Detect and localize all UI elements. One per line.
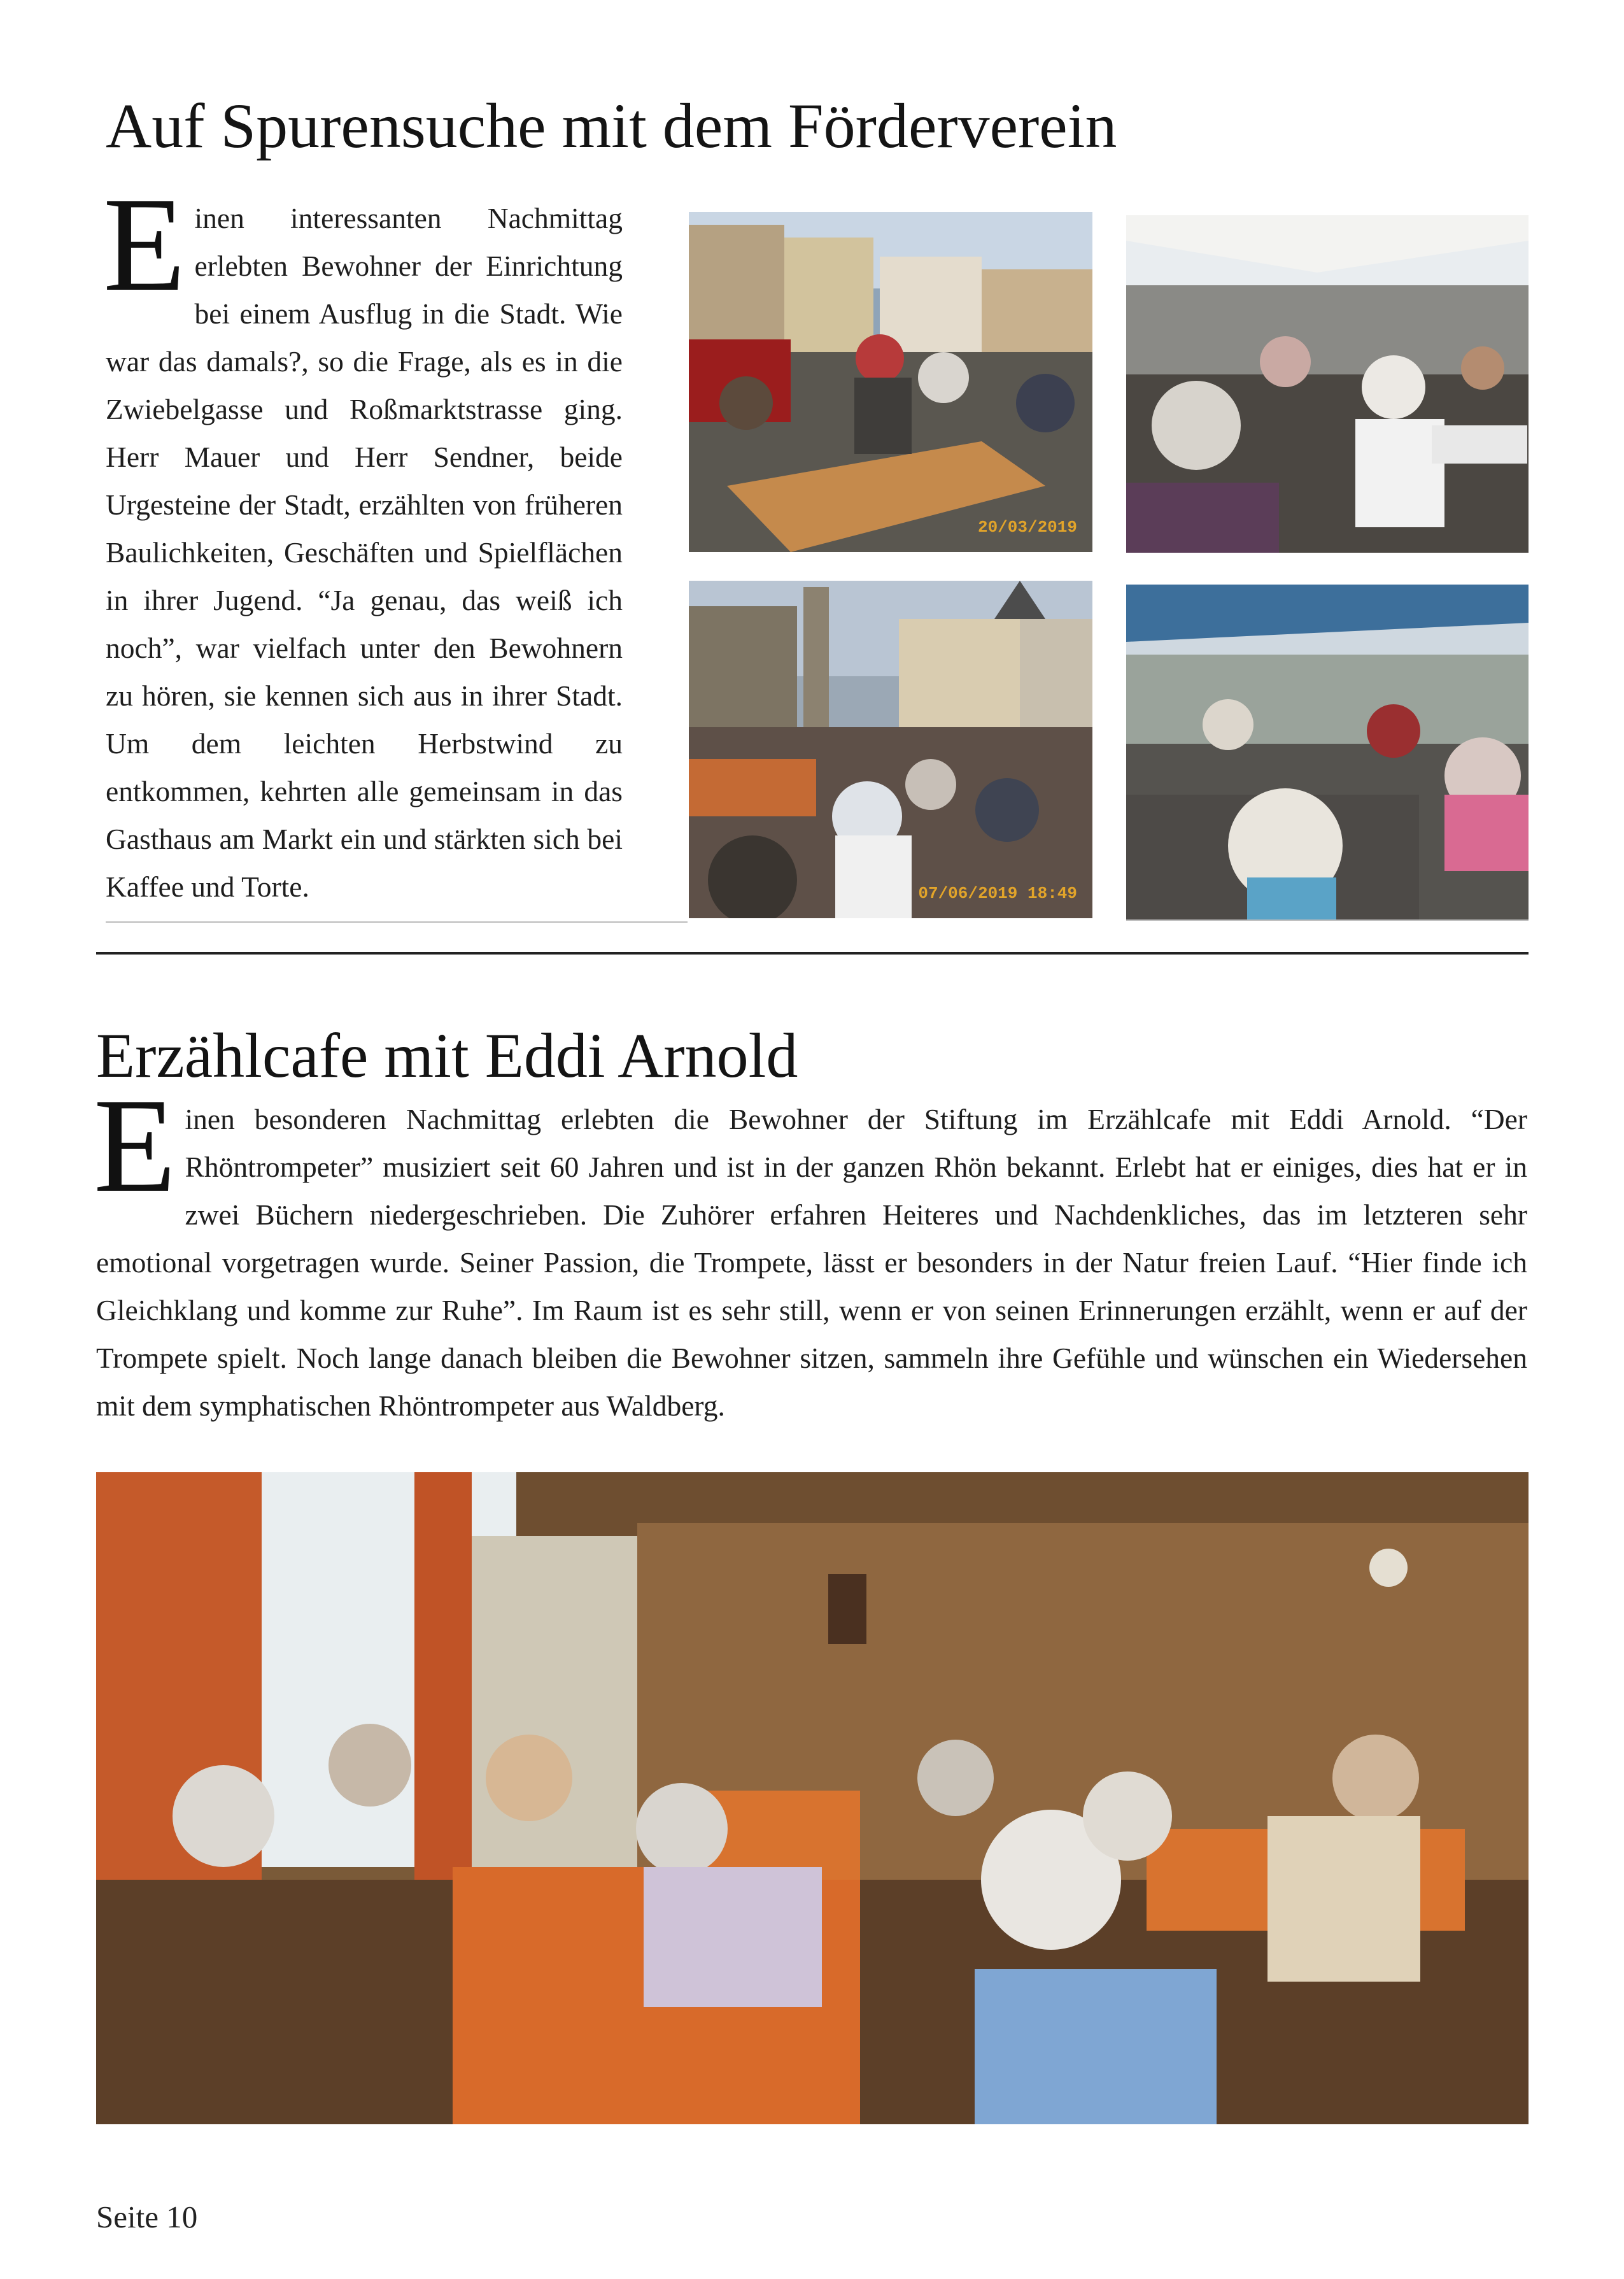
photo-date-stamp: 07/06/2019 18:49	[918, 884, 1077, 903]
article-body-text: inen besonderen Nachmittag erlebten die Bewohner der Stiftung im Erzählcafe mit Eddi Arnold. “Der Rhöntrompeter” musiziert seit 60 Jahren und ist in der ganzen Rhön bekannt. Erlebt hat er einiges, dies hat er in zwei Büchern niedergeschrieben. Die Zuhörer erfahren Heiteres und Nachdenkliches, das im letzteren sehr emotional vorgetragen wurde. Seiner Passion, die Trompete, lässt er besonders in der Natur freien Lauf. “Hier finde ich Gleichklang und komme zur Ruhe”. Im Raum ist es sehr still, wenn er von seinen Erinnerungen erzählt, wenn er auf der Trompete spielt. Noch lange danach bleiben die Bewohner sitzen, sammeln ihre Gefühle und wünschen ein Wiedersehen mit dem symphatischen Rhöntrompeter aus Waldberg.	[96, 1103, 1527, 1422]
photo-cafe-table	[1126, 585, 1529, 919]
article-title-spurensuche: Auf Spurensuche mit dem Förderverein	[106, 90, 1117, 161]
article-body-text: inen interessanten Nachmittag erlebten Bewohner der Einrichtung bei einem Ausflug in die Stadt. Wie war das damals?, so die Frage, als es in die Zwiebelgasse und Roßmarktstrasse ging. Herr Mauer und Herr Sendner, beide Urgesteine der Stadt, erzählten von früheren Baulichkeiten, Geschäften und Spielflächen in ihrer Jugend. “Ja genau, das weiß ich noch”, war vielfach unter den Bewohnern zu hören, sie kennen sich aus in ihrer Stadt. Um dem leichten Herbstwind zu entkommen, kehrten alle gemeinsam in das Gasthaus am Markt ein und stärkten sich bei Kaffee und Torte.	[106, 202, 623, 903]
drop-cap: E	[103, 169, 186, 319]
photo-grid-divider-right	[1126, 919, 1529, 921]
page-number: Seite 10	[96, 2199, 198, 2234]
section-divider	[96, 952, 1529, 955]
article-body-spurensuche	[103, 169, 623, 911]
photo-street-cafe	[689, 212, 1092, 552]
photo-terrace-group	[1126, 215, 1529, 553]
photo-date-stamp: 20/03/2019	[977, 518, 1077, 537]
article-title-erzaehlcafe: Erzählcafe mit Eddi Arnold	[96, 1020, 798, 1091]
photo-grid-divider-left	[106, 921, 688, 923]
article-body-erzaehlcafe	[94, 1070, 1527, 1430]
drop-cap: E	[94, 1070, 176, 1220]
photo-market-square	[689, 581, 1092, 918]
photo-erzaehlcafe-audience	[96, 1472, 1529, 2124]
